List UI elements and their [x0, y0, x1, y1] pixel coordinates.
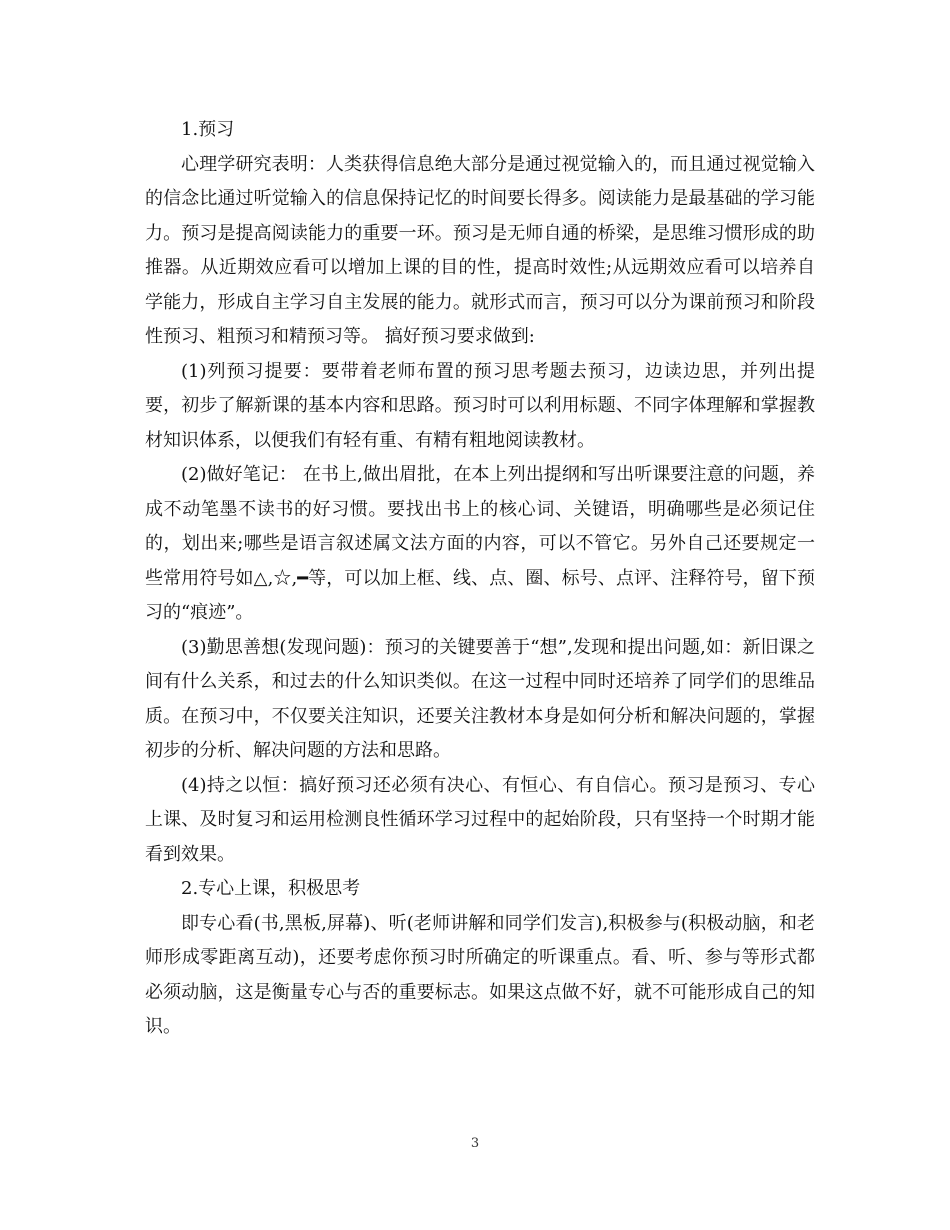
document-body [145, 113, 815, 1045]
section-2-heading: 2.专心上课，积极思考 [181, 878, 361, 899]
item-1-paragraph: (1)列预习提要：要带着老师布置的预习思考题去预习，边读边思，并列出提要，初步了解新课的基本内容和思路。预习时可以利用标题、不同字体理解和掌握教材知识体系，以便我们有轻有重、有精有粗地阅读教材。 [145, 360, 815, 451]
section-1-heading: 1.预习 [181, 119, 235, 140]
item-4-paragraph: (4)持之以恒：搞好预习还必须有决心、有恒心、有自信心。预习是预习、专心上课、及时复习和运用检测良性循环学习过程中的起始阶段，只有坚持一个时期才能看到效果。 [145, 774, 815, 865]
item-3-paragraph: (3)勤思善想(发现问题)：预习的关键要善于“想”,发现和提出问题,如：新旧课之间有什么关系，和过去的什么知识类似。在这一过程中同时还培养了同学们的思维品质。在预习中，不仅要关注知识，还要关注教材本身是如何分析和解决问题的，掌握初步的分析、解决问题的方法和思路。 [145, 636, 815, 761]
item-2-paragraph: (2)做好笔记： 在书上,做出眉批，在本上列出提纲和写出听课要注意的问题，养成不动笔墨不读书的好习惯。要找出书上的核心词、关键语，明确哪些是必须记住的，划出来;哪些是语言叙述属文法方面的内容，可以不管它。另外自己还要规定一些常用符号如△,☆,━等，可以加上框、线、点、圈、标号、点评、注释符号，留下预习的“痕迹”。 [145, 464, 815, 623]
section-1-intro-paragraph: 心理学研究表明：人类获得信息绝大部分是通过视觉输入的，而且通过视觉输入的信念比通过听觉输入的信息保持记忆的时间要长得多。阅读能力是最基础的学习能力。预习是提高阅读能力的重要一环。预习是无师自通的桥梁，是思维习惯形成的助推器。从近期效应看可以增加上课的目的性，提高时效性;从远期效应看可以培养自学能力，形成自主学习自主发展的能力。就形式而言，预习可以分为课前预习和阶段性预习、粗预习和精预习等。 搞好预习要求做到: [145, 153, 815, 347]
section-2-paragraph: 即专心看(书,黑板,屏幕)、听(老师讲解和同学们发言),积极参与(积极动脑，和老师形成零距离互动)，还要考虑你预习时所确定的听课重点。看、听、参与等形式都必须动脑，这是衡量专心与否的重要标志。如果这点做不好，就不可能形成自己的知识。 [145, 912, 815, 1037]
page-number: 3 [470, 1136, 480, 1151]
